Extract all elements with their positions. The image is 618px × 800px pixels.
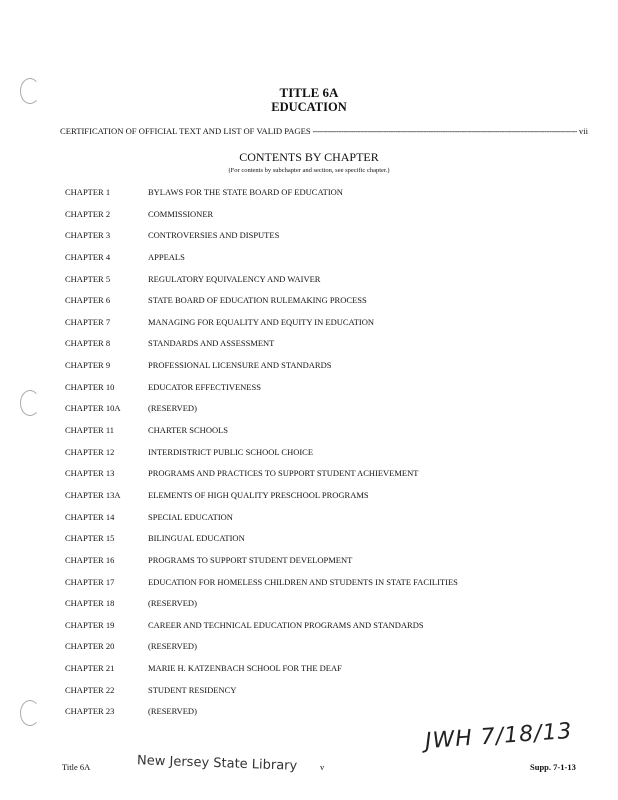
chapter-number: CHAPTER 13A — [65, 489, 121, 500]
chapter-title: STUDENT RESIDENCY — [148, 684, 237, 695]
chapter-number: CHAPTER 15 — [65, 533, 115, 544]
chapter-title: (RESERVED) — [148, 641, 197, 652]
chapter-title: COMMISSIONER — [148, 208, 214, 219]
chapter-row — [65, 619, 458, 641]
chapter-row — [65, 208, 458, 230]
chapter-row — [65, 186, 458, 208]
chapter-row — [65, 294, 458, 316]
chapter-number: CHAPTER 14 — [65, 511, 115, 522]
chapter-number: CHAPTER 10A — [65, 403, 121, 414]
chapter-row — [65, 489, 458, 511]
chapter-row — [65, 446, 458, 468]
chapter-title: STATE BOARD OF EDUCATION RULEMAKING PROCESS — [148, 295, 367, 306]
chapter-number: CHAPTER 6 — [65, 295, 111, 306]
chapter-title: BYLAWS FOR THE STATE BOARD OF EDUCATION — [148, 187, 343, 197]
chapter-number: CHAPTER 17 — [65, 576, 115, 587]
chapter-title: PROGRAMS TO SUPPORT STUDENT DEVELOPMENT — [148, 554, 353, 565]
page-title: TITLE 6A — [279, 85, 339, 100]
chapter-number: CHAPTER 5 — [65, 273, 111, 284]
chapter-row — [65, 684, 458, 706]
chapter-title: CAREER AND TECHNICAL EDUCATION PROGRAMS AND STANDARDS — [148, 619, 424, 630]
chapter-title: EDUCATION FOR HOMELESS CHILDREN AND STUDENTS IN STATE FACILITIES — [148, 576, 458, 587]
chapter-row — [65, 381, 458, 403]
chapter-title: (RESERVED) — [148, 706, 197, 717]
chapter-number: CHAPTER 1 — [65, 187, 111, 197]
chapter-row — [65, 359, 458, 381]
chapter-number: CHAPTER 13 — [65, 468, 115, 479]
supplement-date: Supp. 7-1-13 — [530, 762, 576, 772]
chapter-row — [65, 511, 458, 533]
chapter-number: CHAPTER 10 — [65, 381, 115, 392]
chapter-title: PROGRAMS AND PRACTICES TO SUPPORT STUDENT ACHIEVEMENT — [148, 468, 419, 479]
chapter-title: (RESERVED) — [148, 403, 197, 414]
library-stamp: New Jersey State Library — [136, 753, 298, 774]
chapter-row — [65, 532, 458, 554]
chapter-row — [65, 316, 458, 338]
punch-hole — [20, 390, 40, 416]
certification-page: vii — [578, 126, 588, 136]
chapter-title: EDUCATOR EFFECTIVENESS — [148, 381, 261, 392]
chapter-title: ELEMENTS OF HIGH QUALITY PRESCHOOL PROGRAMS — [148, 489, 369, 500]
chapter-number: CHAPTER 9 — [65, 360, 111, 371]
chapter-row — [65, 467, 458, 489]
chapter-row — [65, 229, 458, 251]
chapter-title: CONTROVERSIES AND DISPUTES — [148, 230, 280, 241]
chapter-number: CHAPTER 18 — [65, 598, 115, 609]
chapter-row — [65, 705, 458, 727]
chapter-row — [65, 554, 458, 576]
chapter-title: MARIE H. KATZENBACH SCHOOL FOR THE DEAF — [148, 663, 342, 674]
chapter-number: CHAPTER 3 — [65, 230, 111, 241]
footer-title: Title 6A — [62, 762, 91, 772]
chapter-number: CHAPTER 2 — [65, 208, 111, 219]
contents-note: (For contents by subchapter and section, see specific chapter.) — [228, 167, 390, 174]
chapter-number: CHAPTER 21 — [65, 663, 115, 674]
page-number: v — [320, 762, 325, 772]
chapter-row — [65, 337, 458, 359]
chapter-title: PROFESSIONAL LICENSURE AND STANDARDS — [148, 360, 332, 371]
chapter-row — [65, 576, 458, 598]
chapter-title: BILINGUAL EDUCATION — [148, 533, 245, 544]
chapter-number: CHAPTER 16 — [65, 554, 115, 565]
chapter-row — [65, 402, 458, 424]
chapter-row — [65, 273, 458, 295]
chapter-title: APPEALS — [148, 251, 185, 262]
dot-leader — [313, 126, 577, 136]
chapter-number: CHAPTER 20 — [65, 641, 115, 652]
chapter-number: CHAPTER 12 — [65, 446, 115, 457]
chapter-row — [65, 640, 458, 662]
chapter-row — [65, 662, 458, 684]
certification-label: CERTIFICATION OF OFFICIAL TEXT AND LIST OF VALID PAGES — [60, 126, 311, 136]
chapter-title: MANAGING FOR EQUALITY AND EQUITY IN EDUCATION — [148, 316, 375, 327]
chapter-title: REGULATORY EQUIVALENCY AND WAIVER — [148, 273, 321, 284]
chapter-title: CHARTER SCHOOLS — [148, 425, 229, 436]
chapter-row — [65, 251, 458, 273]
certification-line — [60, 126, 588, 136]
contents-heading: CONTENTS BY CHAPTER — [239, 150, 379, 164]
chapter-number: CHAPTER 7 — [65, 316, 111, 327]
chapter-number: CHAPTER 19 — [65, 619, 115, 630]
punch-hole — [20, 700, 40, 726]
chapter-row — [65, 424, 458, 446]
chapter-number: CHAPTER 11 — [65, 425, 115, 436]
page-subtitle: EDUCATION — [271, 100, 347, 114]
handwritten-signature: JWH 7/18/13 — [424, 718, 574, 755]
chapter-number: CHAPTER 8 — [65, 338, 111, 349]
chapter-title: (RESERVED) — [148, 598, 197, 609]
chapter-list — [65, 186, 458, 727]
chapter-number: CHAPTER 22 — [65, 684, 115, 695]
chapter-title: STANDARDS AND ASSESSMENT — [148, 338, 275, 349]
chapter-title: SPECIAL EDUCATION — [148, 511, 233, 522]
chapter-number: CHAPTER 23 — [65, 706, 115, 717]
chapter-title: INTERDISTRICT PUBLIC SCHOOL CHOICE — [148, 446, 314, 457]
chapter-row — [65, 597, 458, 619]
chapter-number: CHAPTER 4 — [65, 251, 111, 262]
